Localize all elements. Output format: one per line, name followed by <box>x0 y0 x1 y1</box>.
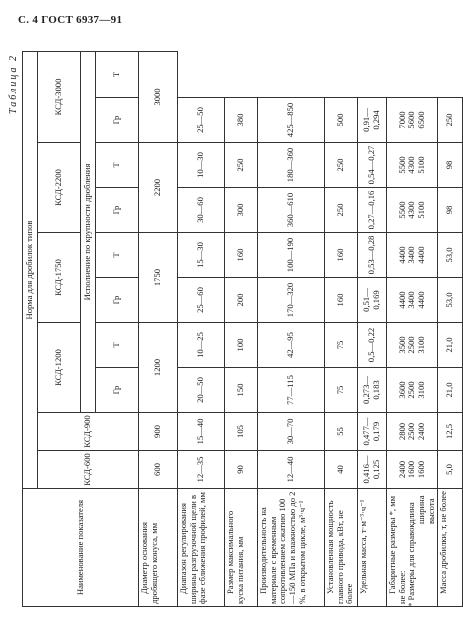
dim-width-label: ширина <box>415 495 426 524</box>
header-norm: Норма для дробилок типов <box>23 51 38 488</box>
dim-label: Габаритные размеры *, мм не более: <box>387 495 407 604</box>
row-label: Диаметр основания дробящего конуса, мм <box>139 489 178 607</box>
cell: 0,27—0,16 <box>358 188 387 233</box>
cell: 250 <box>438 98 463 143</box>
row-label: Производительность на материале с временным сопротивлением сжатию 100—150 МПа и влажностью до 2 %, в открытом цикле, м³·ч⁻¹ <box>258 489 325 607</box>
cell: 15—30 <box>178 233 225 278</box>
cell: 10—30 <box>178 143 225 188</box>
cell: 12,5 <box>438 413 463 451</box>
cell: 75 <box>325 368 358 413</box>
cell: 300 <box>225 188 258 233</box>
cell: 0,416—0,125 <box>358 451 387 489</box>
header-ksd3000: КСД-3000 <box>38 51 81 142</box>
dim-length-label: длина <box>406 502 417 524</box>
table-row <box>225 51 258 606</box>
header-ksd1750: КСД-1750 <box>38 233 81 323</box>
footnote: * Размеры для справок. <box>406 521 416 607</box>
table-row <box>258 51 325 606</box>
cell: 25—50 <box>178 98 225 143</box>
cell: 0,91—0,294 <box>358 98 387 143</box>
cell: 15—40 <box>178 413 225 451</box>
cell: 250 <box>325 188 358 233</box>
cell: 20—50 <box>178 368 225 413</box>
row-label: Диапазон регулирования ширины разгрузочной щели в фазе сближения профилей, мм <box>178 489 225 607</box>
header-t: Т <box>96 143 139 188</box>
cell: 200 <box>225 278 258 323</box>
cell: 2800 2500 2400 <box>387 413 438 451</box>
cell: 500 <box>325 98 358 143</box>
table-row <box>438 51 463 606</box>
header-gr: Гр <box>96 368 139 413</box>
cell: 98 <box>438 143 463 188</box>
table-caption: Таблица 2 <box>8 54 19 114</box>
cell: 105 <box>225 413 258 451</box>
row-label: Установленная мощность главного привода, кВт, не более <box>325 489 358 607</box>
cell: 42—95 <box>258 323 325 368</box>
header-t: Т <box>96 323 139 368</box>
table-row <box>325 51 358 606</box>
cell: 53,0 <box>438 278 463 323</box>
row-label: Удельная масса, т·м⁻³·ч⁻¹ <box>358 489 387 607</box>
cell: 150 <box>225 368 258 413</box>
header-ksd2200: КСД-2200 <box>38 143 81 233</box>
header-t: Т <box>96 233 139 278</box>
table-row <box>139 51 178 606</box>
spec-table <box>22 51 463 607</box>
cell: 77—115 <box>258 368 325 413</box>
cell: 0,5—0,22 <box>358 323 387 368</box>
dim-height-label: высота <box>425 498 436 524</box>
cell: 40 <box>325 451 358 489</box>
header-param: Наименование показателя <box>23 489 139 607</box>
header-ksd1200: КСД-1200 <box>38 323 81 413</box>
cell: 0,477—0,179 <box>358 413 387 451</box>
cell: 0,273—0,183 <box>358 368 387 413</box>
cell: 12—40 <box>258 451 325 489</box>
table-row <box>178 51 225 606</box>
header-exec: Исполнение по крупности дробления <box>81 51 96 412</box>
cell: 160 <box>325 278 358 323</box>
cell: 30—70 <box>258 413 325 451</box>
cell: 0,51—0,169 <box>358 278 387 323</box>
cell: 55 <box>325 413 358 451</box>
header-ksd900: КСД-900 <box>38 413 139 451</box>
rotated-page <box>8 52 455 607</box>
cell: 53,0 <box>438 233 463 278</box>
cell: 160 <box>325 233 358 278</box>
cell: 3000 <box>139 51 178 142</box>
cell: 100 <box>225 323 258 368</box>
cell: 5,0 <box>438 451 463 489</box>
cell: 2200 <box>139 143 178 233</box>
cell: 21,0 <box>438 323 463 368</box>
cell: 250 <box>225 143 258 188</box>
header-ksd600: КСД-600 <box>38 451 139 489</box>
cell: 160 <box>225 233 258 278</box>
row-label: Масса дробилки, т, не более <box>438 489 463 607</box>
cell: 600 <box>139 451 178 489</box>
cell: 100—190 <box>258 233 325 278</box>
cell: 0,54—0,27 <box>358 143 387 188</box>
cell: 98 <box>438 188 463 233</box>
cell: 425—850 <box>258 98 325 143</box>
cell: 900 <box>139 413 178 451</box>
cell: 21,0 <box>438 368 463 413</box>
cell: 7000 5600 6500 <box>387 98 438 143</box>
cell: 10—25 <box>178 323 225 368</box>
cell: 180—360 <box>258 143 325 188</box>
cell: 2400 1600 1600 <box>387 451 438 489</box>
cell: 4400 3400 4400 <box>387 233 438 278</box>
table-row <box>358 51 387 606</box>
cell: 3500 2500 3100 <box>387 323 438 368</box>
cell: 360—610 <box>258 188 325 233</box>
cell: 5500 4300 5100 <box>387 143 438 188</box>
row-label: Размер максимального куска питания, мм <box>225 489 258 607</box>
cell: 75 <box>325 323 358 368</box>
header-gr: Гр <box>96 188 139 233</box>
cell: 30—60 <box>178 188 225 233</box>
cell: 5500 4300 5100 <box>387 188 438 233</box>
cell: 3600 2500 3100 <box>387 368 438 413</box>
cell: 25—60 <box>178 278 225 323</box>
cell: 1750 <box>139 233 178 323</box>
cell: 170—320 <box>258 278 325 323</box>
page-header: С. 4 ГОСТ 6937—91 <box>18 14 123 26</box>
header-gr: Гр <box>96 98 139 143</box>
cell: 380 <box>225 98 258 143</box>
cell: 4400 3400 4400 <box>387 278 438 323</box>
header-row-1 <box>23 51 38 606</box>
cell: 0,53—0,28 <box>358 233 387 278</box>
header-gr: Гр <box>96 278 139 323</box>
cell: 12—35 <box>178 451 225 489</box>
cell: 250 <box>325 143 358 188</box>
cell: 90 <box>225 451 258 489</box>
header-t: Т <box>96 51 139 97</box>
cell: 1200 <box>139 323 178 413</box>
